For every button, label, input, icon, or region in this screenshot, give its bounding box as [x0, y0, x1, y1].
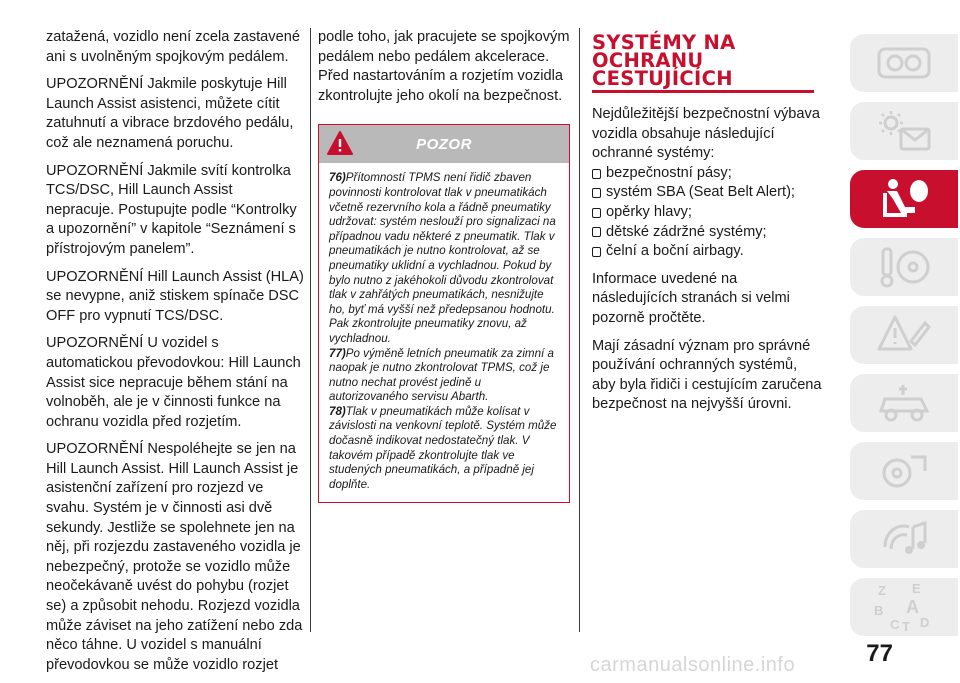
list-item-text: bezpečnostní pásy;: [606, 164, 732, 181]
warning-item: [329, 171, 559, 346]
bullet-icon: [592, 169, 601, 179]
title-line: SYSTÉMY NA: [592, 31, 736, 54]
warning-number: 76): [329, 171, 346, 185]
tab-starting-driving[interactable]: [850, 238, 958, 296]
tab-safety[interactable]: [850, 170, 958, 228]
text-column-right: [592, 28, 824, 423]
paragraph: zatažená, vozidlo není zcela zastavené ani s uvolněným spojkovým pedálem.: [46, 29, 300, 65]
list-item: [592, 183, 824, 203]
warning-item: [329, 405, 559, 493]
warning-text: Přítomností TPMS není řidič zbaven povinnosti kontrolovat tlak v pneumatikách včetně rezervního kola a řádně pneumatiky udržovat: systém neslouží pro signalizaci na případnou vadu některé z pneumatik. Tlak v pneumatikách je nutno kontrolovat, až se pneumatiky uklidní a vychladnou. Pokud by bylo nutno z jakéhokoli důvodu zkontrolovat tlak v zahřátých pneumatikách, nesnižujte ho, byť má vyšší než předepsanou hodnotu. Pak zkontrolujte pneumatiky znovu, až vychladnou.: [329, 171, 556, 345]
tab-dashboard[interactable]: [850, 34, 958, 92]
paragraph: UPOZORNĚNÍ Jakmile svítí kontrolka TCS/DSC, Hill Launch Assist nepracuje. Postupujte podle “Kontrolky a upozornění” v kapitole “Seznámení s přístrojovým panelem”.: [46, 162, 297, 257]
paragraph: Informace uvedené na následujících stranách si velmi pozorně pročtěte.: [592, 270, 790, 326]
airbag-seat-icon: [875, 177, 933, 221]
paragraph: UPOZORNĚNÍ Nespoléhejte se jen na Hill Launch Assist. Hill Launch Assist je asistenční zařízení pro rozjezd ve svahu. Systém je v činnosti asi dvě sekundy. Jestliže se spolehnete jen na něj, při rozjezdu zastaveného vozidla je nebezpečný, protože se vozidlo může neočekávaně uvést do pohybu (rozjet se) a způsobit nehodu. Rozjezd vozidla může záviset na jeho zatížení nebo zda něco táhne. U vozidel s manuální převodovkou se může vozidlo rozjet: [46, 441, 303, 673]
warning-body: [319, 163, 569, 502]
chapter-tabs: [850, 34, 960, 646]
text-column-middle: [318, 28, 570, 503]
paragraph: podle toho, jak pracujete se spojkovým pedálem nebo pedálem akcelerace. Před nastartováním a rozjetím vozidla zkontrolujte jeho okolí na bezpečnost.: [318, 29, 570, 104]
section-title: [592, 31, 824, 90]
multimedia-icon: [875, 517, 933, 561]
paragraph: UPOZORNĚNÍ U vozidel s automatickou převodovkou: Hill Launch Assist sice nepracuje během stání na volnoběh, ale je v činnosti funkce na ochranu vozidla před rozjetím.: [46, 335, 301, 430]
list-item: [592, 242, 824, 262]
safety-systems-list: [592, 164, 824, 262]
paragraph: UPOZORNĚNÍ Jakmile poskytuje Hill Launch Assist asistenci, můžete cítit zatuhnutí a vibrace brzdového pedálu, což ale neznamená poruchu.: [46, 76, 294, 151]
title-underline: [592, 90, 814, 93]
tab-emergency[interactable]: [850, 306, 958, 364]
breakdown-warning-icon: [875, 313, 933, 357]
warning-header: [319, 125, 569, 163]
warning-number: 77): [329, 346, 346, 360]
watermark: carmanualsonline.info: [590, 654, 796, 676]
tab-lights-warnings[interactable]: [850, 102, 958, 160]
index-letter: D: [920, 615, 930, 630]
key-steering-icon: [875, 245, 933, 289]
list-item-text: systém SBA (Seat Belt Alert);: [606, 184, 795, 201]
bullet-icon: [592, 208, 601, 218]
list-item-text: čelní a boční airbagy.: [606, 243, 744, 260]
list-item: [592, 203, 824, 223]
index-letters-icon: [872, 581, 936, 633]
specifications-icon: [875, 449, 933, 493]
page-number: 77: [866, 640, 893, 667]
title-line: OCHRANU: [592, 49, 704, 72]
index-letter: C: [890, 617, 900, 632]
maintenance-car-icon: [875, 381, 933, 425]
paragraph: UPOZORNĚNÍ Hill Launch Assist (HLA) se nevypne, aniž stiskem spínače DSC OFF pro vypnutí TCS/DSC.: [46, 268, 304, 324]
lights-warning-icon: [875, 109, 933, 153]
list-item: [592, 223, 824, 243]
list-item-text: dětské zádržné systémy;: [606, 223, 767, 240]
column-divider: [579, 28, 580, 632]
bullet-icon: [592, 188, 601, 198]
intro-paragraph: Nejdůležitější bezpečnostní výbava vozidla obsahuje následující ochranné systémy:: [592, 106, 820, 162]
warning-box: [318, 124, 570, 503]
list-item: [592, 164, 824, 184]
warning-text: Tlak v pneumatikách může kolísat v závislosti na venkovní teplotě. Systém může dočasně indikovat nedostatečný tlak. V takovém případě zkontrolujte tlak ve studených pneumatikách, a případně jej doplňte.: [329, 404, 557, 491]
bullet-icon: [592, 247, 601, 257]
column-divider: [310, 28, 311, 632]
index-letter: E: [912, 581, 921, 596]
tab-multimedia[interactable]: [850, 510, 958, 568]
index-letter: A: [906, 597, 919, 617]
warning-item: [329, 347, 559, 405]
title-line: CESTUJÍCÍCH: [592, 67, 733, 90]
tab-maintenance[interactable]: [850, 374, 958, 432]
index-letter: Z: [878, 583, 886, 598]
tab-index[interactable]: [850, 578, 958, 636]
index-letter: B: [874, 603, 884, 618]
dashboard-icon: [875, 43, 933, 83]
paragraph: Mají zásadní význam pro správné používání ochranných systémů, aby byla řidiči i cestujícím zaručena bezpečnost na nejvyšší úrovni.: [592, 337, 822, 413]
bullet-icon: [592, 227, 601, 237]
list-item-text: opěrky hlavy;: [606, 203, 692, 220]
warning-text: Po výměně letních pneumatik za zimní a naopak je nutno zkontrolovat TPMS, což je nutno nechat provést jedině u autorizovaného servisu Abarth.: [329, 346, 554, 404]
text-column-left: [46, 28, 304, 683]
index-letter: T: [902, 619, 910, 633]
warning-number: 78): [329, 404, 346, 418]
tab-specifications[interactable]: [850, 442, 958, 500]
warning-title: POZOR: [416, 136, 472, 154]
